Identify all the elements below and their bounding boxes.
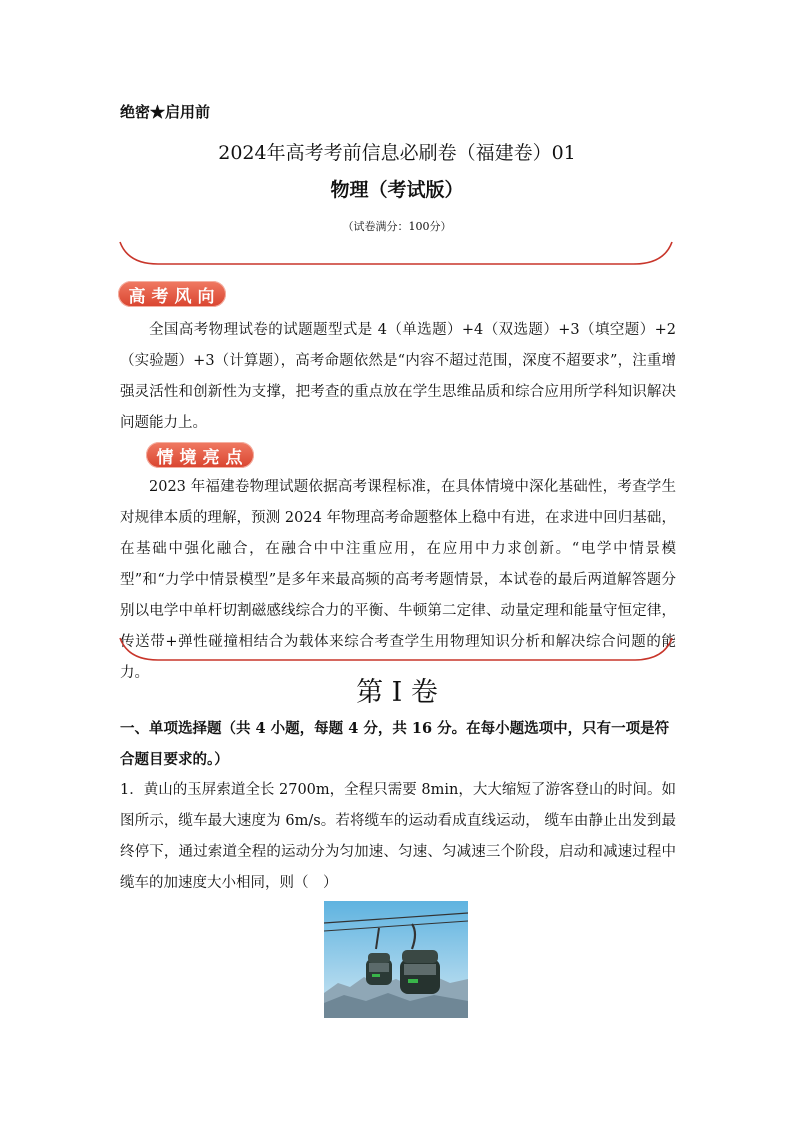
highlight-badge-char: 境 — [179, 447, 198, 468]
top-divider-arc — [118, 240, 674, 266]
trend-badge-char: 高 — [128, 286, 147, 307]
highlight-badge-char: 点 — [225, 447, 244, 468]
highlight-badge-char: 情 — [156, 447, 175, 468]
trend-badge-char: 风 — [174, 286, 193, 307]
volume-title: 第 I 卷 — [356, 677, 438, 708]
highlight-paragraph: 2023 年福建卷物理试题依据高考课程标准，在具体情境中深化基础性，考查学生对规律本质的理解，预测 2024 年物理高考命题整体上稳中有进，在求进中回归基础，在基础中强化融合，在融合中中注重应用，在应用中力求创新。“电学中情景模型”和“力学中情景模型”是多年来最高频的高考考题情景，本试卷的最后两道解答题分别以电学中单杆切割磁感线综合力的平衡、牛顿第二定律、动量定理和能量守恒定律，传送带+弹性碰撞相结合为载体来综合考查学生用物理知识分析和解决综合问题的能力。 — [120, 479, 676, 681]
question-1-text: 1．黄山的玉屏索道全长 2700m，全程只需要 8min，大大缩短了游客登山的时间。如图所示，缆车最大速度为 6m/s。若将缆车的运动看成直线运动， 缆车由静止出发到最终停下，通过索道全程的运动分为匀加速、匀速、匀减速三个阶段，启动和减速过程中缆车的加速度大小相同，则（ ） — [120, 782, 676, 891]
bottom-divider-arc — [118, 636, 674, 662]
trend-badge — [118, 281, 226, 307]
score-note: （试卷满分：100分） — [342, 220, 452, 233]
section-heading: 一、单项选择题（共 4 小题，每题 4 分，共 16 分。在每小题选项中，只有一项是符合题目要求的。） — [120, 720, 670, 768]
trend-paragraph: 全国高考物理试卷的试题题型式是 4（单选题）+4（双选题）+3（填空题）+2（实验题）+3（计算题），高考命题依然是“内容不超过范围，深度不超要求”，注重增强灵活性和创新性为支撑，把考查的重点放在学生思维品质和综合应用所学科知识解决问题能力上。 — [120, 322, 676, 431]
cable-car-photo — [324, 901, 468, 1018]
subject-title: 物理（考试版） — [330, 179, 464, 201]
highlight-badge-char: 亮 — [202, 447, 221, 468]
trend-badge-char: 考 — [151, 286, 170, 307]
confidential-label: 绝密★启用前 — [120, 103, 211, 121]
exam-title: 2024年高考考前信息必刷卷（福建卷）01 — [218, 142, 576, 164]
trend-badge-char: 向 — [197, 286, 216, 307]
highlight-badge — [146, 442, 254, 468]
